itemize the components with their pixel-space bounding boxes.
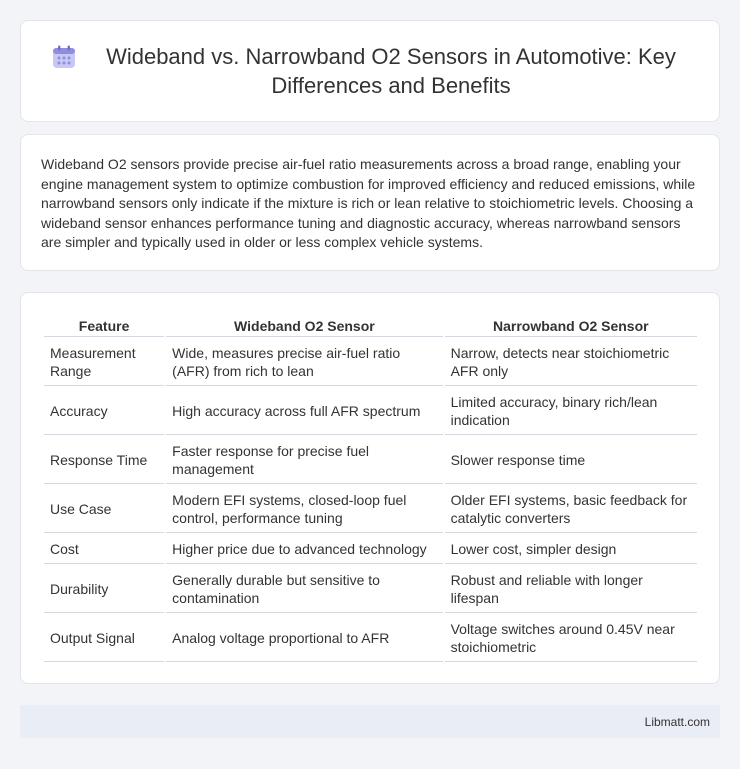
narrowband-cell: Older EFI systems, basic feedback for catalytic converters — [445, 486, 697, 533]
feature-cell: Durability — [44, 566, 164, 613]
intro-card — [20, 134, 720, 271]
table-row — [44, 615, 697, 662]
narrowband-cell: Lower cost, simpler design — [445, 535, 697, 564]
wideband-cell: Modern EFI systems, closed-loop fuel control, performance tuning — [166, 486, 442, 533]
page-title: Wideband vs. Narrowband O2 Sensors in Automotive: Key Differences and Benefits — [106, 44, 676, 98]
table-row — [44, 486, 697, 533]
narrowband-cell: Limited accuracy, binary rich/lean indication — [445, 388, 697, 435]
feature-cell: Response Time — [44, 437, 164, 484]
header-narrowband: Narrowband O2 Sensor — [445, 315, 697, 337]
header-feature: Feature — [44, 315, 164, 337]
intro-paragraph: Wideband O2 sensors provide precise air-fuel ratio measurements across a broad range, enabling your engine management system to optimize combustion for improved efficiency and reduced emissions, while narrowband sensors only indicate if the mixture is rich or lean relative to stoichiometric levels. Choosing a wideband sensor enhances performance tuning and diagnostic accuracy, whereas narrowband sensors are simpler and typically used in older or less complex vehicle systems. — [41, 156, 696, 251]
title-card — [20, 20, 720, 122]
table-row — [44, 566, 697, 613]
table-row — [44, 535, 697, 564]
table-row — [44, 437, 697, 484]
comparison-table — [42, 313, 699, 664]
narrowband-cell: Narrow, detects near stoichiometric AFR only — [445, 339, 697, 386]
title-row — [21, 42, 719, 100]
wideband-cell: Higher price due to advanced technology — [166, 535, 442, 564]
narrowband-cell: Slower response time — [445, 437, 697, 484]
feature-cell: Cost — [44, 535, 164, 564]
table-header-row — [44, 315, 697, 337]
wideband-cell: Analog voltage proportional to AFR — [166, 615, 442, 662]
wideband-cell: Wide, measures precise air-fuel ratio (AFR) from rich to lean — [166, 339, 442, 386]
calendar-icon — [51, 44, 77, 70]
footer — [20, 705, 720, 738]
wideband-cell: Faster response for precise fuel management — [166, 437, 442, 484]
comparison-card — [20, 292, 720, 684]
footer-site-name[interactable]: Libmatt.com — [644, 714, 710, 729]
feature-cell: Measurement Range — [44, 339, 164, 386]
table-row — [44, 339, 697, 386]
wideband-cell: High accuracy across full AFR spectrum — [166, 388, 442, 435]
feature-cell: Accuracy — [44, 388, 164, 435]
narrowband-cell: Voltage switches around 0.45V near stoichiometric — [445, 615, 697, 662]
table-row — [44, 388, 697, 435]
header-wideband: Wideband O2 Sensor — [166, 315, 442, 337]
narrowband-cell: Robust and reliable with longer lifespan — [445, 566, 697, 613]
feature-cell: Use Case — [44, 486, 164, 533]
wideband-cell: Generally durable but sensitive to contamination — [166, 566, 442, 613]
feature-cell: Output Signal — [44, 615, 164, 662]
